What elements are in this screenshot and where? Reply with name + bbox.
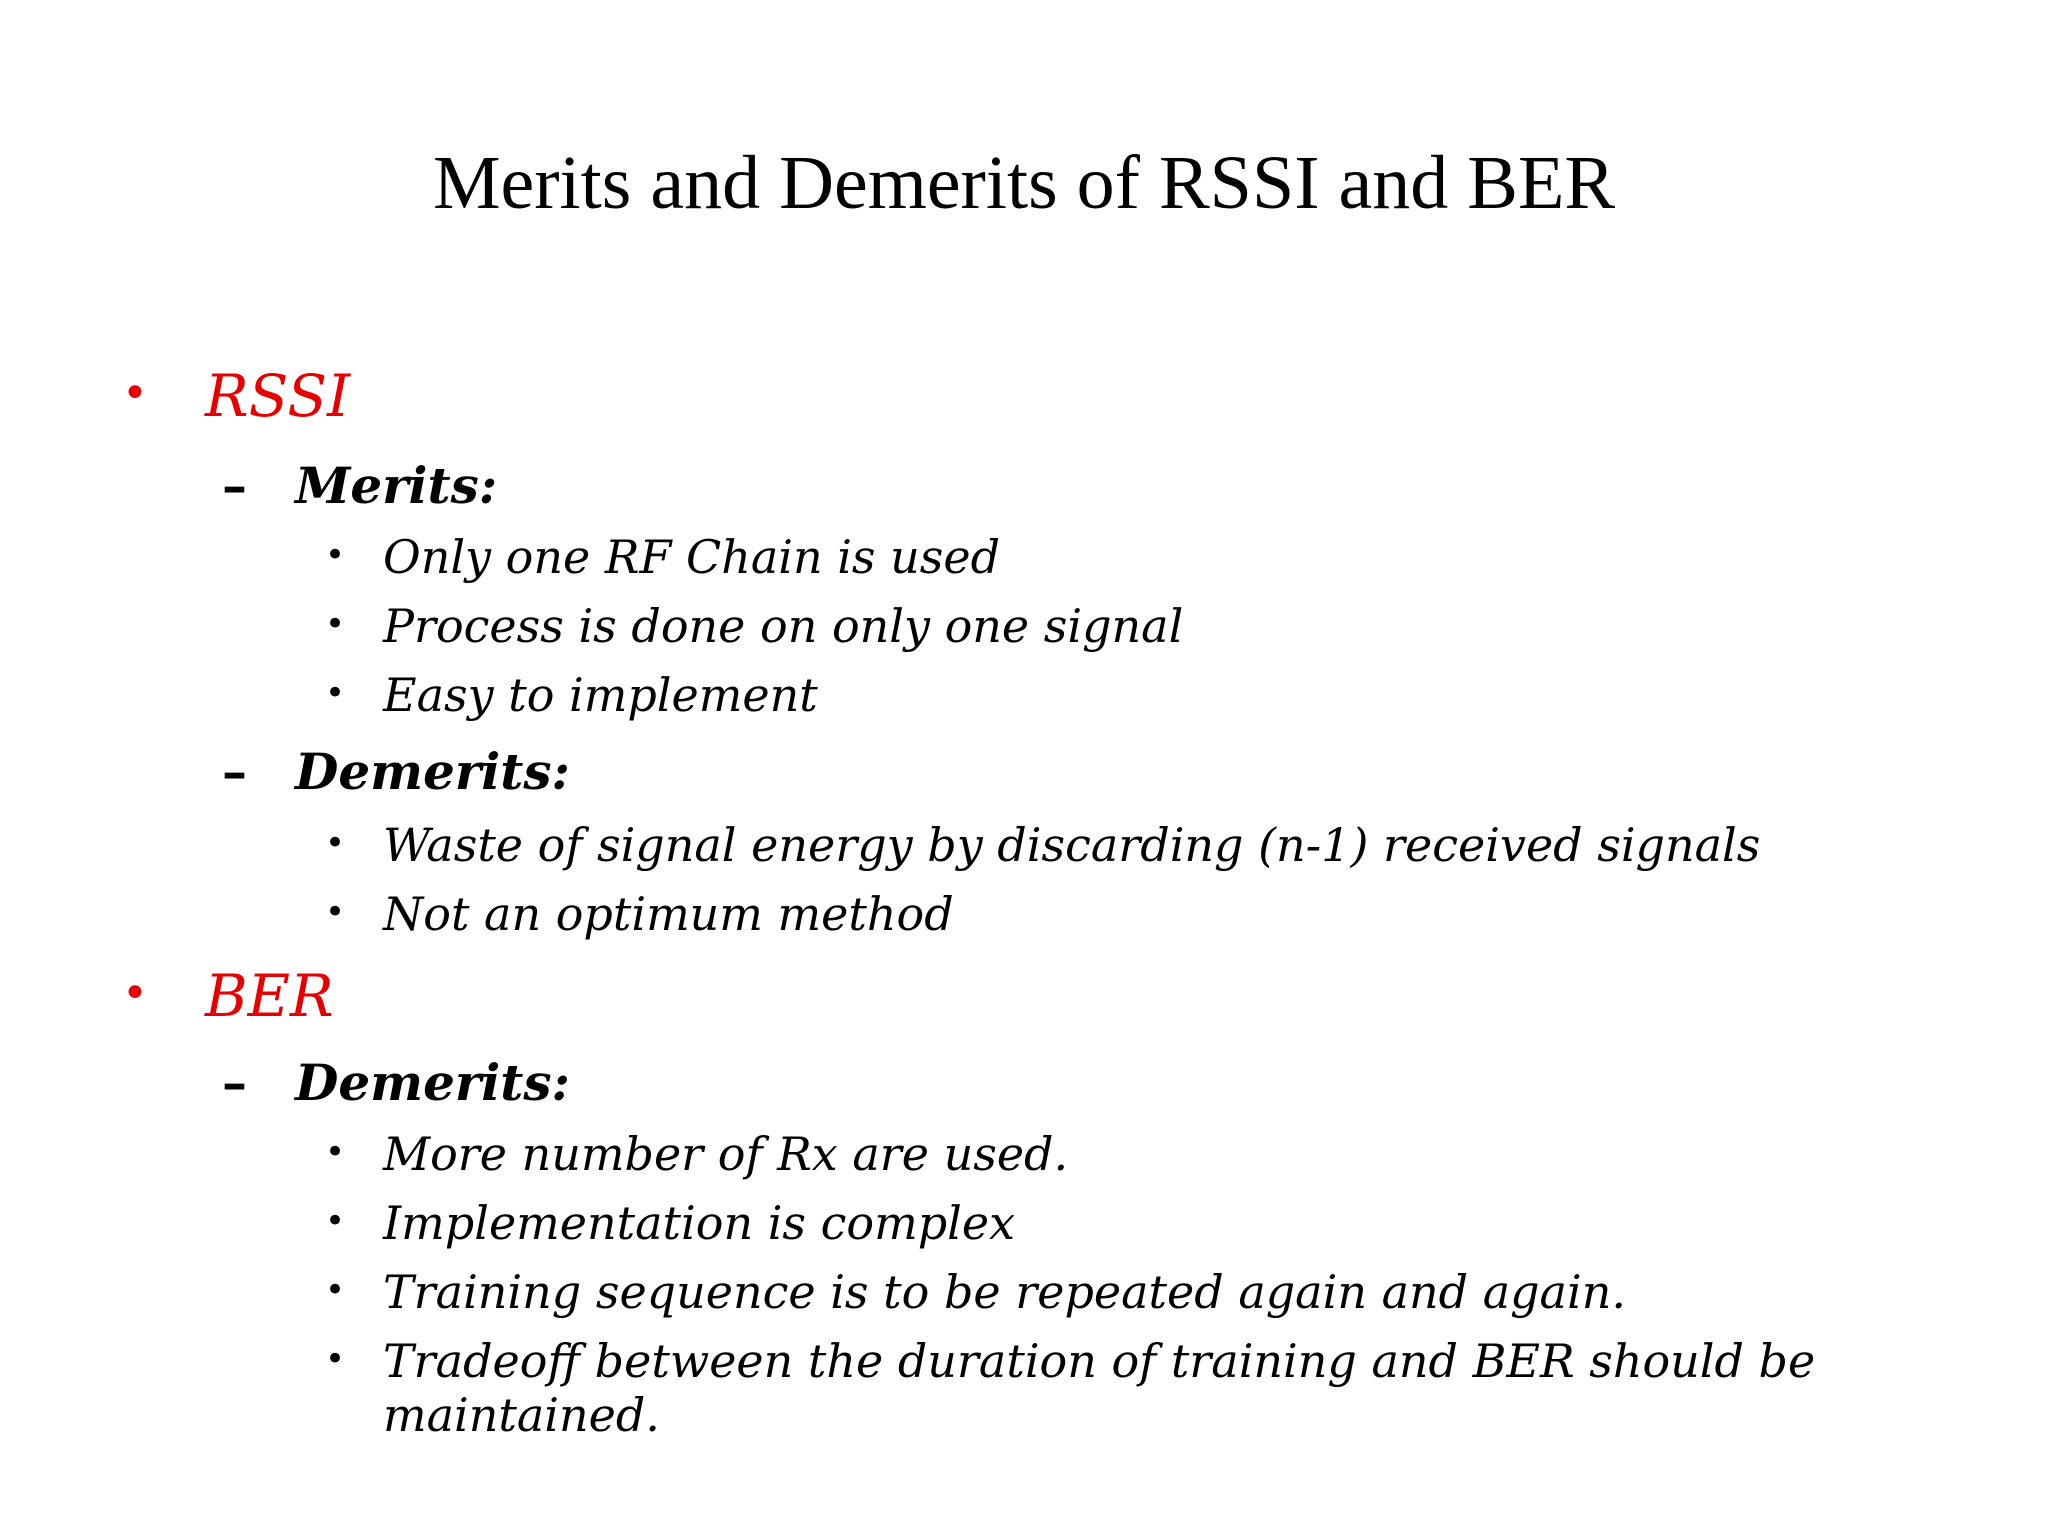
dash-icon: – [222,1053,247,1112]
list-item: Only one RF Chain is used [383,530,1001,584]
bullet-icon: • [325,892,346,932]
bullet-icon: • [122,368,148,419]
list-item: More number of Rx are used. [383,1127,1069,1181]
section-heading-rssi: RSSI [205,362,351,430]
section-heading-ber: BER [205,962,334,1030]
bullet-icon: • [325,673,346,713]
list-item: Process is done on only one signal [383,599,1184,653]
bullet-icon: • [122,968,148,1019]
slide-title: Merits and Demerits of RSSI and BER [432,141,1616,225]
dash-icon: – [222,742,247,801]
bullet-icon: • [325,1270,346,1310]
list-item: Not an optimum method [383,887,954,941]
list-item: Easy to implement [383,668,818,722]
bullet-icon: • [325,1201,346,1241]
bullet-icon: • [325,1132,346,1172]
list-item: Implementation is complex [383,1196,1016,1250]
bullet-icon: • [325,604,346,644]
list-item: Training sequence is to be repeated again and again. [383,1265,1626,1319]
group-label-rssi-demerits: Demerits: [295,742,570,801]
group-label-rssi-merits: Merits: [295,456,498,515]
bullet-icon: • [325,1339,346,1379]
group-label-ber-demerits: Demerits: [295,1053,570,1112]
bullet-icon: • [325,535,346,575]
list-item: Tradeoff between the duration of training and BER should be maintained. [383,1334,1816,1442]
list-item: Waste of signal energy by discarding (n-1) received signals [383,818,1761,872]
bullet-icon: • [325,823,346,863]
dash-icon: – [222,456,247,515]
